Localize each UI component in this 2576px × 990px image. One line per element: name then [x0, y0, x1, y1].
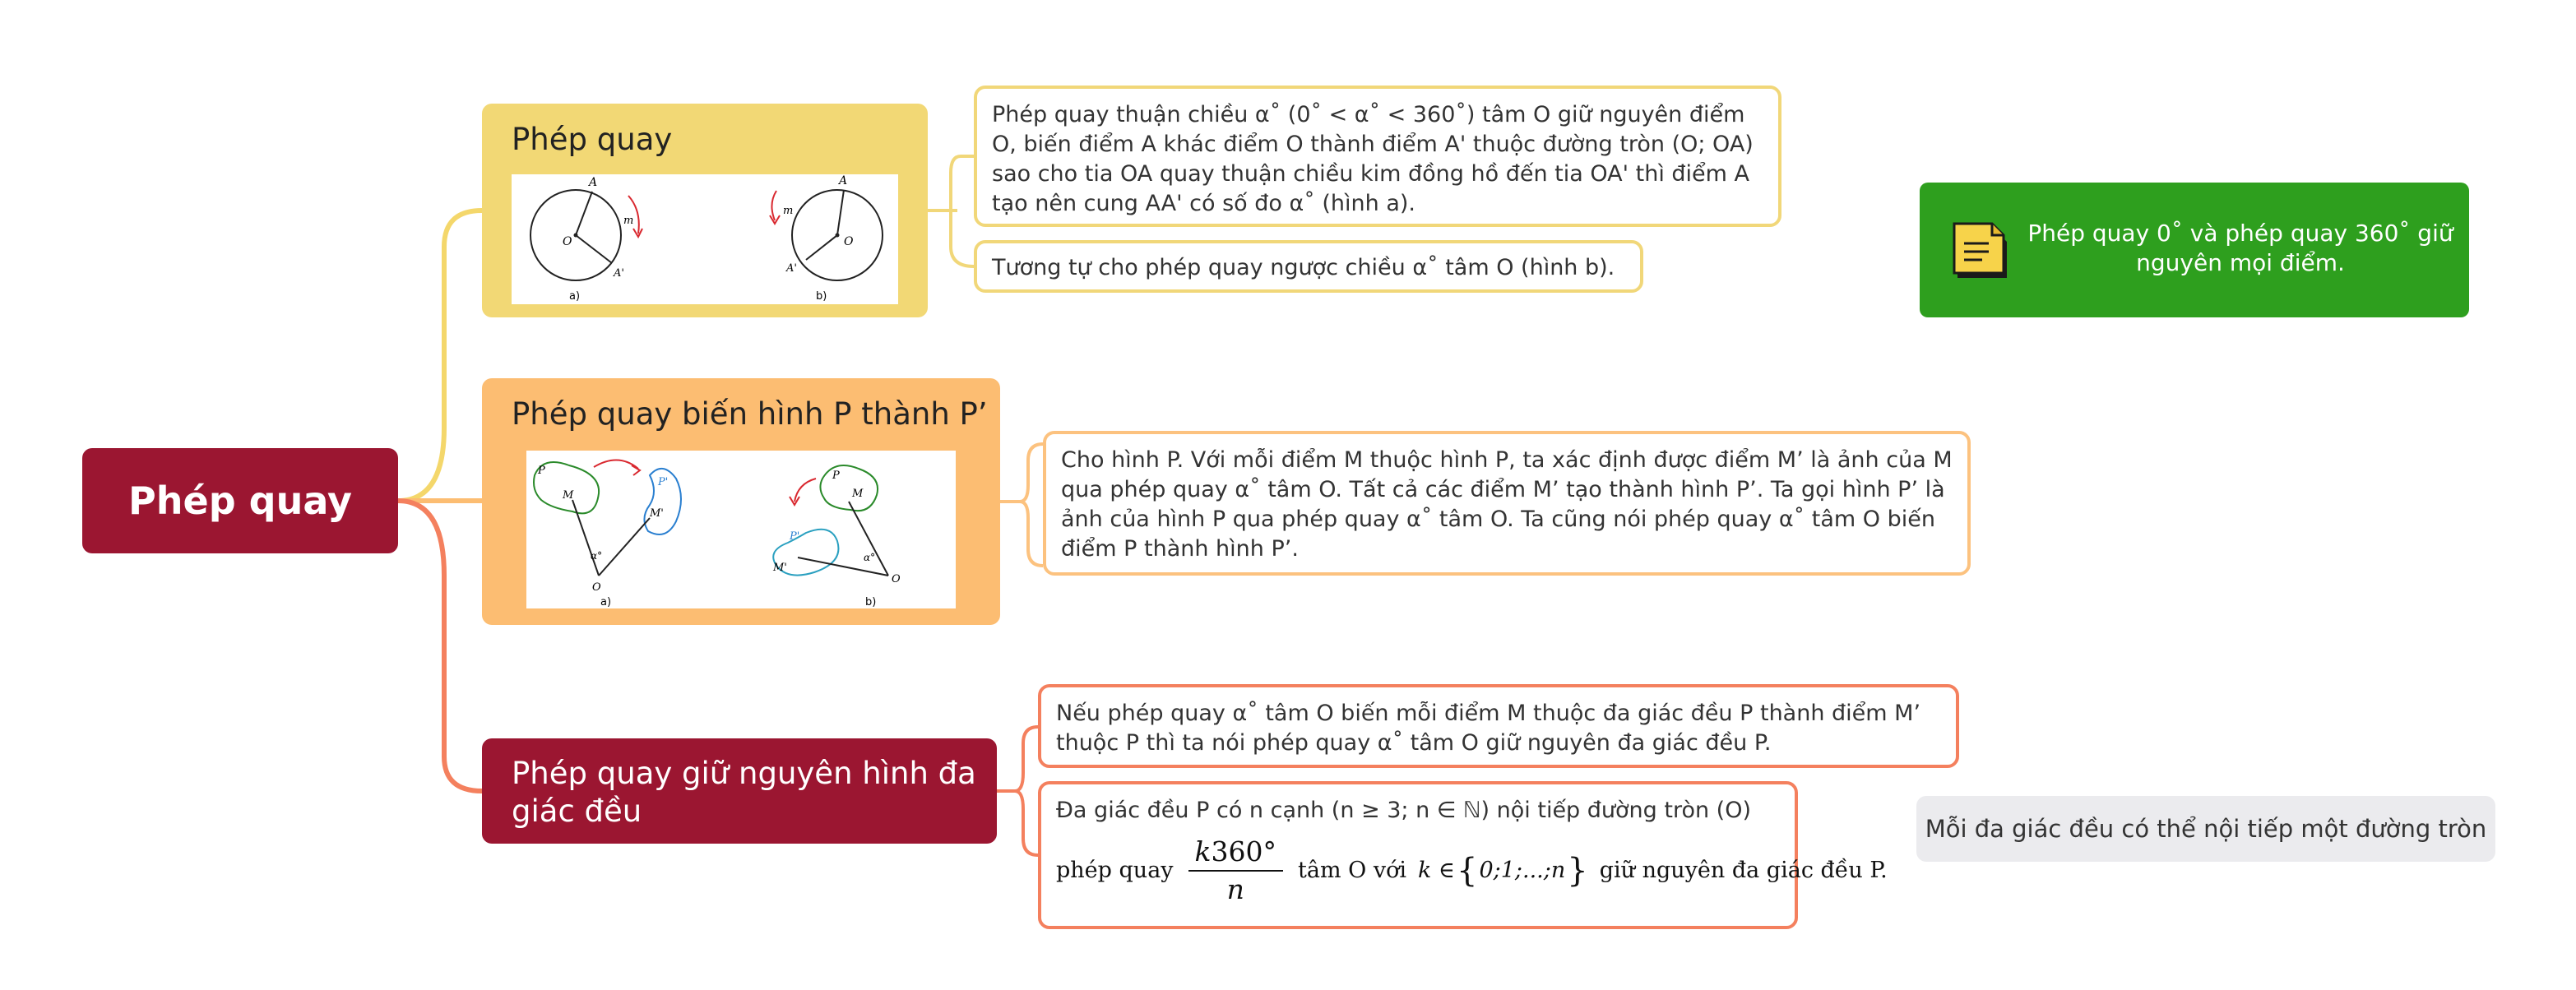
- note-text: Phép quay thuận chiều α˚ (0˚ < α˚ < 360˚) tâm O giữ nguyên điểm O, biến điểm A khác điểm O thành điểm A' thuộc đường tròn (O; OA) sao cho tia OA quay thuận chiều kim đồng hồ đến tia OA' thì điểm A tạo nên cung AA' có số đo α˚ (hình a).: [992, 102, 1754, 216]
- fig2b-label-P-prime: P': [790, 530, 800, 543]
- fig2-label-O: O: [592, 581, 601, 594]
- connector-branch3-notes: [997, 727, 1038, 855]
- sticky-note-icon: [1953, 217, 2017, 290]
- note-image-of-shape[interactable]: [1043, 431, 1971, 576]
- formula-set-close: }: [1567, 852, 1588, 890]
- formula-set-body: 0;1;...;n: [1479, 858, 1566, 883]
- note-preserve-polygon[interactable]: [1038, 684, 1959, 768]
- figure-a-clockwise: [530, 176, 642, 303]
- rotation-circle-figure: [512, 174, 898, 304]
- gray-callout-text: Mỗi đa giác đều có thể nội tiếp một đường tròn: [1925, 815, 2487, 843]
- fig2-label-P: P: [538, 465, 545, 477]
- fig2b-label-M: M: [852, 488, 864, 500]
- fig1-label-O: O: [563, 235, 572, 248]
- figure-b-counterclockwise: [770, 174, 883, 303]
- formula-suffix: giữ nguyên đa giác đều P.: [1599, 858, 1888, 883]
- connector-branch2-note: [1000, 444, 1043, 566]
- fig2b-label-P: P: [832, 470, 840, 482]
- branch-giu-nguyen-da-giac[interactable]: [482, 738, 997, 844]
- formula-prefix: phép quay: [1056, 858, 1174, 883]
- branch-title: Phép quay biến hình P thành P’: [512, 396, 988, 432]
- figure-b-shape-rotation: [772, 465, 901, 608]
- note-text: Tương tự cho phép quay ngược chiều α˚ tâm O (hình b).: [992, 255, 1615, 280]
- note-counterclockwise[interactable]: [974, 240, 1643, 293]
- fig1-caption-a: a): [569, 290, 581, 303]
- fig1b-label-A-prime: A': [786, 262, 797, 275]
- fig2-label-M-prime: M': [650, 507, 664, 520]
- figure-a-shape-rotation: [534, 460, 681, 608]
- note-text: Cho hình P. Với mỗi điểm M thuộc hình P, ta xác định được điểm M’ là ảnh của M qua phép quay α˚ tâm O. Tất cả các điểm M’ tạo thành hình P’. Ta gọi hình P’ là ảnh của hình P qua phép quay α˚ tâm O. Ta cũng nói phép quay α˚ tâm O biến điểm P thành hình P’.: [1061, 447, 1953, 562]
- connector-root-branch3: [398, 501, 482, 791]
- fig2-label-M: M: [563, 489, 574, 502]
- formula-360: 360°: [1211, 835, 1277, 867]
- root-label: Phép quay: [128, 479, 352, 523]
- fig2-caption-a: a): [600, 596, 612, 608]
- note-text: Đa giác đều P có n cạnh (n ≥ 3; n ∈ ℕ) nội tiếp đường tròn (O): [1056, 798, 1752, 823]
- fig2-label-alpha: α°: [591, 550, 603, 562]
- rotation-shape-figure: [526, 451, 956, 608]
- green-callout-text: Phép quay 0˚ và phép quay 360˚ giữ nguyên mọi điểm.: [2027, 220, 2453, 276]
- branch-title: Phép quay: [512, 122, 673, 157]
- fig1-label-A: A: [589, 176, 598, 189]
- connector-root-branch1: [398, 210, 482, 501]
- root-node[interactable]: [82, 448, 398, 553]
- note-text: Nếu phép quay α˚ tâm O biến mỗi điểm M thuộc đa giác đều P thành điểm M’ thuộc P thì ta nói phép quay α˚ tâm O giữ nguyên đa giác đều P.: [1056, 701, 1921, 756]
- fig1b-label-A: A: [839, 174, 848, 187]
- formula-set-open: {: [1456, 852, 1478, 890]
- fig1-label-A-prime: A': [614, 267, 624, 280]
- rotation-formula: [1056, 837, 1888, 904]
- formula-fraction: [1188, 837, 1284, 904]
- fig2b-label-alpha: α°: [864, 552, 876, 563]
- formula-k: k: [1194, 835, 1212, 867]
- fig1-label-m: m: [623, 215, 634, 227]
- fig2-caption-b: b): [865, 596, 877, 608]
- gray-callout[interactable]: [1916, 796, 2495, 862]
- green-callout[interactable]: [1920, 183, 2469, 317]
- formula-middle: tâm O với: [1298, 858, 1407, 883]
- fig2b-label-O: O: [892, 573, 901, 585]
- formula-k-in: k ∈: [1418, 858, 1455, 883]
- fig1b-label-m: m: [783, 205, 794, 217]
- branch-title: Phép quay giữ nguyên hình đa giác đều: [512, 756, 976, 829]
- fig1-caption-b: b): [816, 290, 827, 303]
- fig2b-label-M-prime: M': [773, 562, 787, 574]
- formula-denominator: n: [1226, 873, 1244, 905]
- note-clockwise-rotation[interactable]: [974, 86, 1781, 227]
- note-regular-polygon-formula[interactable]: [1038, 781, 1888, 929]
- connector-branch1-notes: [928, 156, 974, 266]
- fig1b-label-O: O: [844, 235, 854, 248]
- fig2-label-P-prime: P': [658, 476, 669, 488]
